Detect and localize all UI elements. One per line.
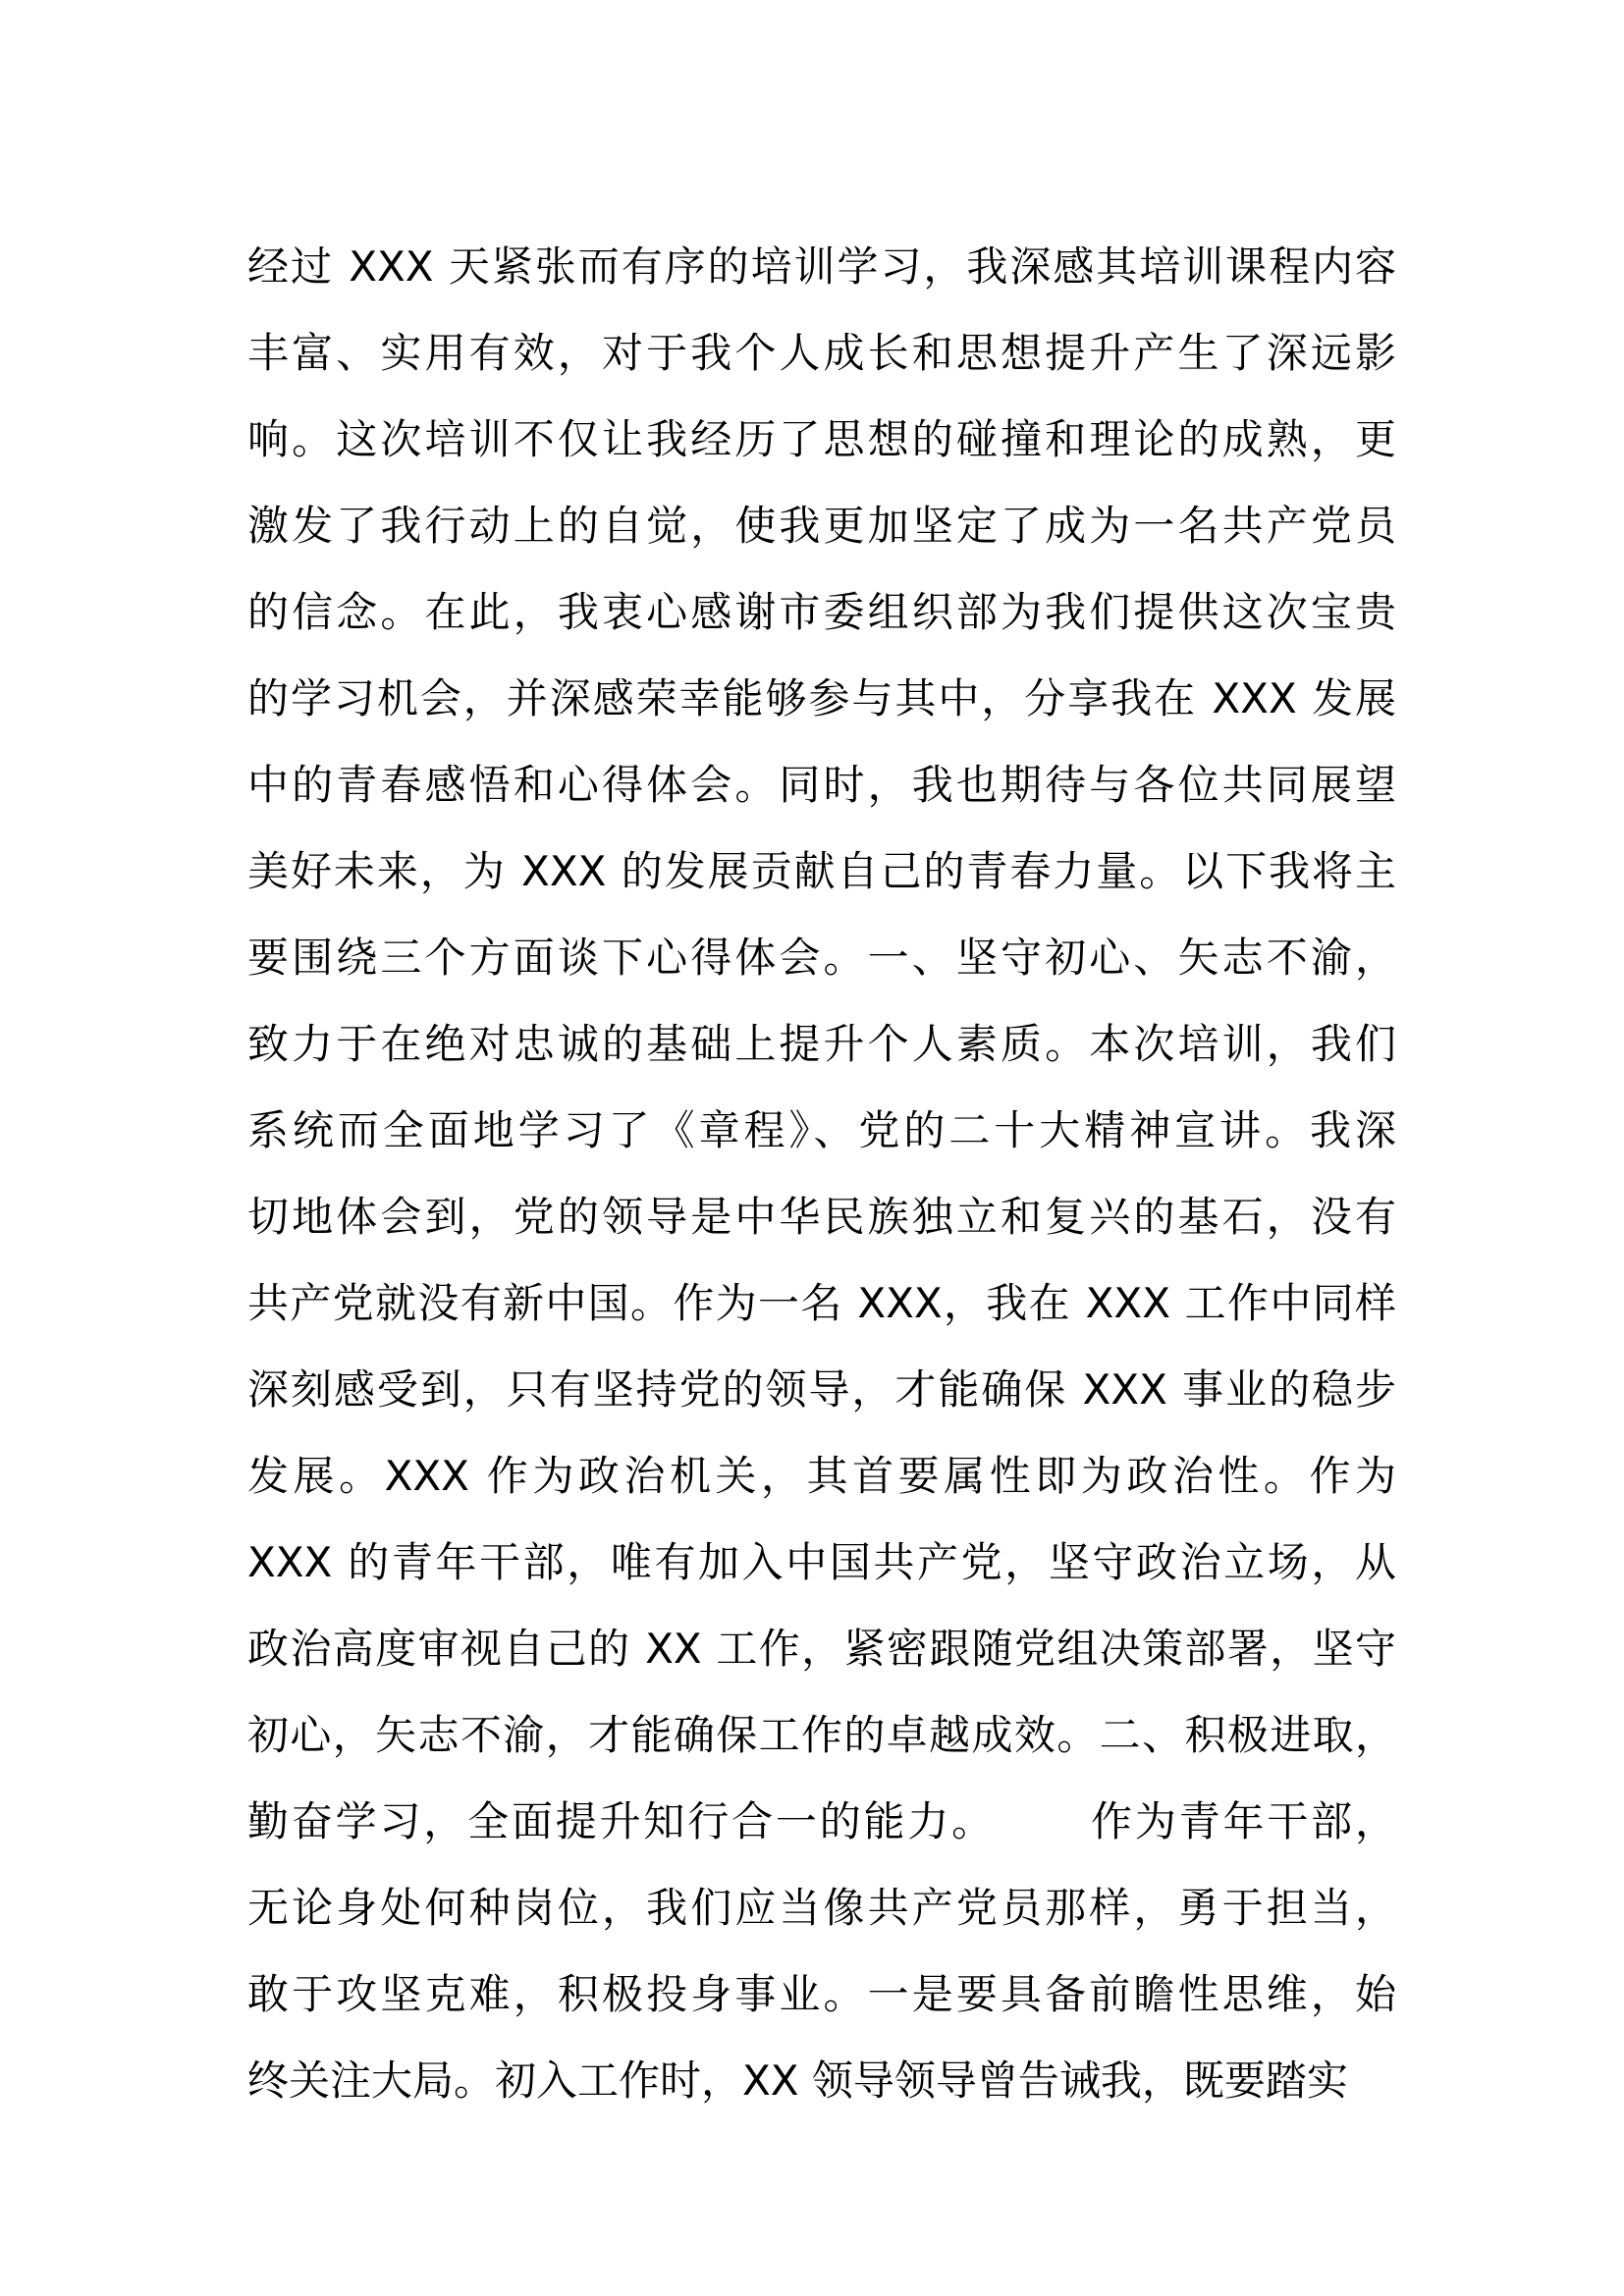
text-line: 无论身处何种岗位，我们应当像共产党员那样，勇于担当， — [247, 1884, 1396, 1932]
text-line: 要围绕三个方面谈下心得体会。一、坚守初心、矢志不渝， — [247, 934, 1396, 982]
text-line: 系统而全面地学习了《章程》、党的二十大精神宣讲。我深 — [247, 1106, 1396, 1154]
text-line: 美好未来，为 XXX 的发展贡献自己的青春力量。以下我将主 — [247, 847, 1396, 895]
text-line: 的学习机会，并深感荣幸能够参与其中，分享我在 XXX 发展 — [247, 674, 1396, 722]
text-line: 终关注大局。初入工作时，XX 领导领导曾告诫我，既要踏实 — [247, 2056, 1348, 2105]
text-line: 致力于在绝对忠诚的基础上提升个人素质。本次培训，我们 — [247, 1020, 1396, 1068]
text-line: 深刻感受到，只有坚持党的领导，才能确保 XXX 事业的稳步 — [247, 1365, 1396, 1414]
text-line: 中的青春感悟和心得体会。同时，我也期待与各位共同展望 — [247, 761, 1396, 809]
text-line: 经过 XXX 天紧张而有序的培训学习，我深感其培训课程内容 — [247, 242, 1396, 291]
text-line: 激发了我行动上的自觉，使我更加坚定了成为一名共产党员 — [247, 502, 1396, 550]
text-line: 共产党就没有新中国。作为一名 XXX，我在 XXX 工作中同样 — [247, 1279, 1396, 1327]
text-line: 丰富、实用有效，对于我个人成长和思想提升产生了深远影 — [247, 329, 1396, 377]
text-line: 初心，矢志不渝，才能确保工作的卓越成效。二、积极进取， — [247, 1711, 1396, 1759]
text-line: 勤奋学习，全面提升知行合一的能力。 作为青年干部， — [247, 1797, 1396, 1845]
text-line: 发展。XXX 作为政治机关，其首要属性即为政治性。作为 — [247, 1452, 1396, 1500]
text-line: 的信念。在此，我衷心感谢市委组织部为我们提供这次宝贵 — [247, 588, 1396, 636]
body-paragraph — [247, 224, 1396, 2124]
text-line: 切地体会到，党的领导是中华民族独立和复兴的基石，没有 — [247, 1193, 1396, 1241]
text-line: 敢于攻坚克难，积极投身事业。一是要具备前瞻性思维，始 — [247, 1970, 1396, 2018]
text-line: 响。这次培训不仅让我经历了思想的碰撞和理论的成熟，更 — [247, 415, 1396, 463]
text-line: XXX 的青年干部，唯有加入中国共产党，坚守政治立场，从 — [247, 1538, 1396, 1586]
text-line: 政治高度审视自己的 XX 工作，紧密跟随党组决策部署，坚守 — [247, 1625, 1396, 1673]
